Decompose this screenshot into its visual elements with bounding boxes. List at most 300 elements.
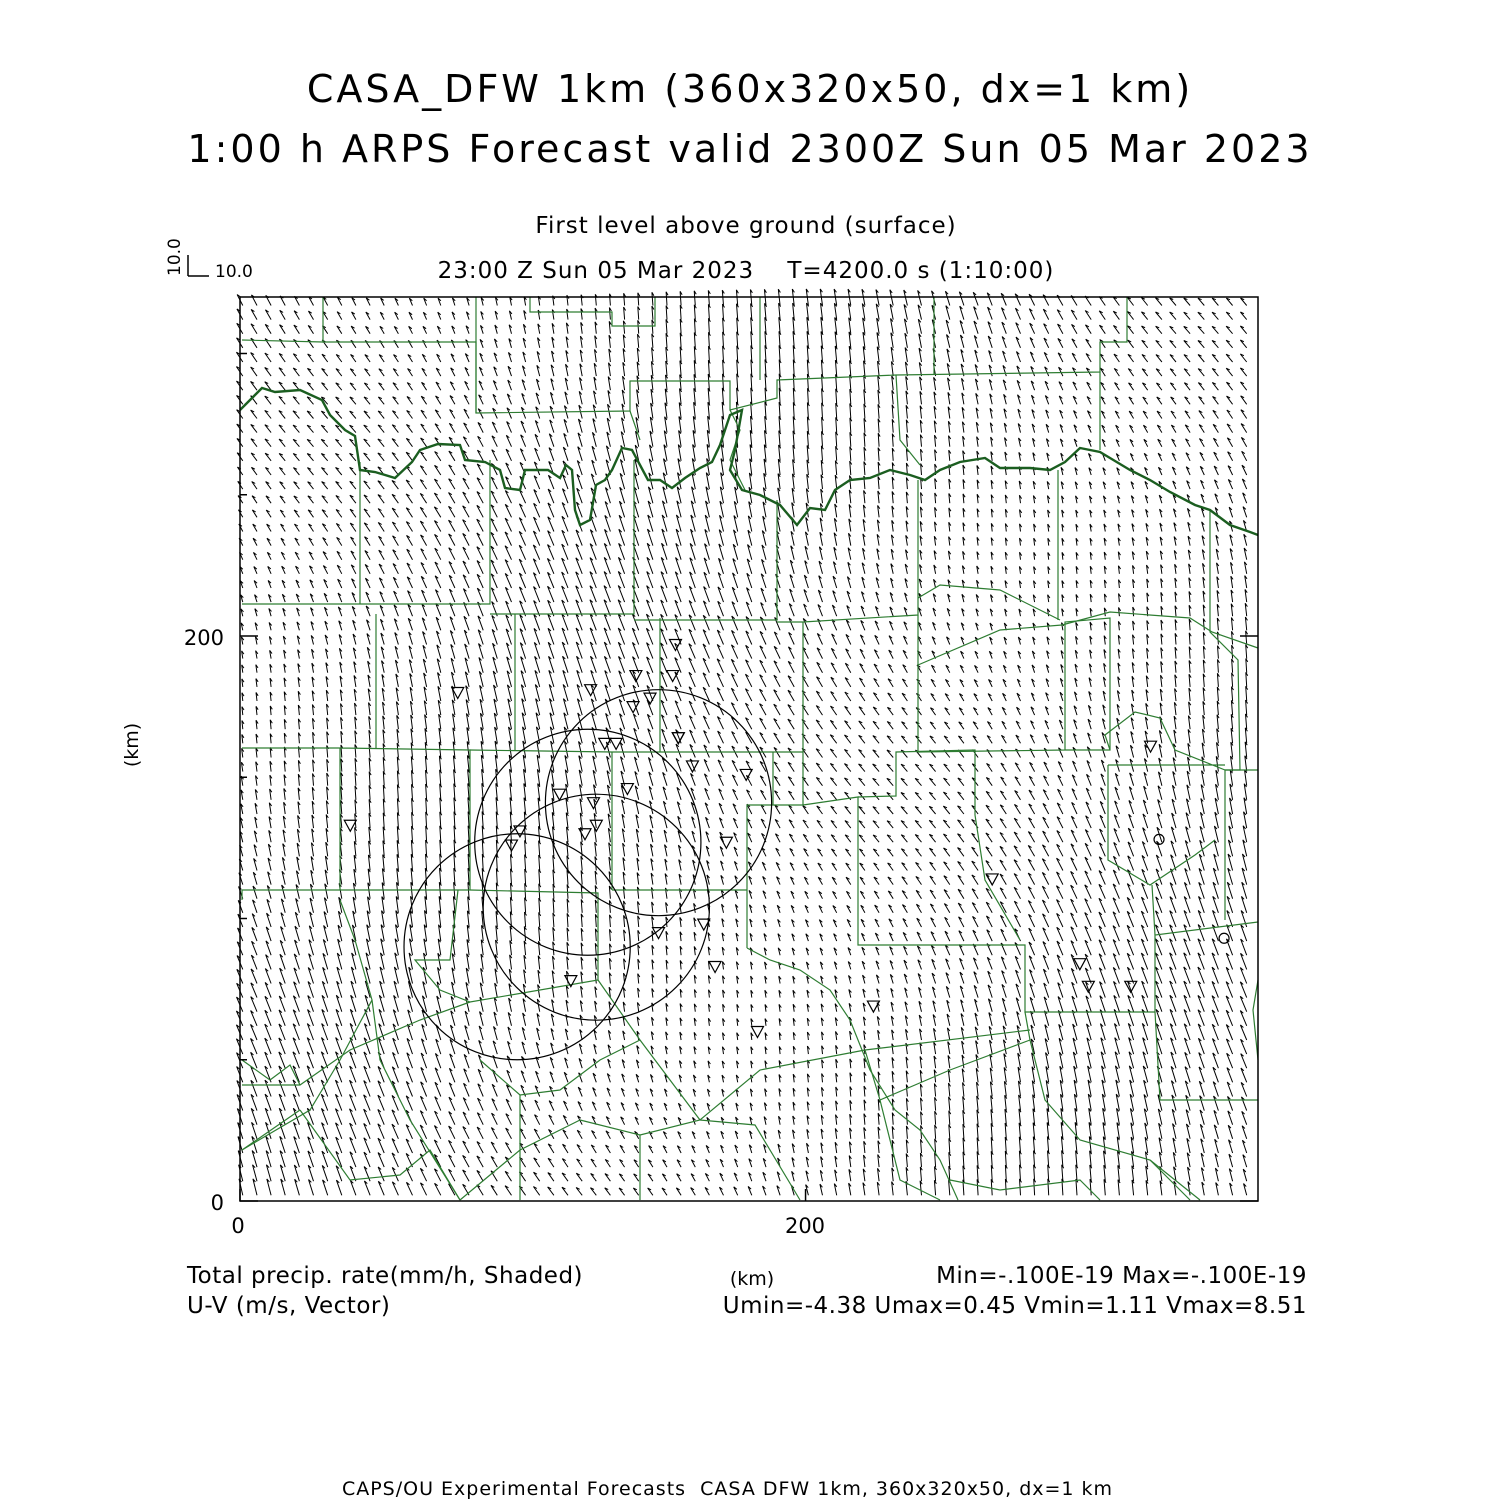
wind-vector (863, 548, 865, 560)
wind-vector (943, 834, 949, 842)
wind-vector (393, 577, 398, 588)
wind-vector (694, 388, 696, 404)
wind-vector (321, 439, 328, 446)
wind-vector (495, 727, 498, 743)
level-label: First level above ground (surface) (535, 213, 957, 239)
wind-vector (705, 544, 710, 560)
wind-vector (308, 496, 314, 503)
wind-vector (690, 558, 696, 574)
wind-vector (424, 673, 427, 687)
wind-vector (849, 1142, 851, 1153)
wind-vector (650, 445, 653, 461)
wind-vector (606, 1131, 611, 1139)
wind-vector (424, 687, 427, 701)
wind-vector (977, 509, 979, 518)
wind-vector (1186, 827, 1191, 843)
wind-vector (449, 1155, 455, 1167)
wind-vector (576, 1173, 582, 1181)
wind-vector (437, 645, 441, 659)
wind-vector (539, 826, 541, 842)
wind-vector (662, 515, 667, 532)
wind-vector (450, 1054, 455, 1068)
wind-vector (453, 714, 455, 730)
wind-vector (930, 722, 936, 729)
wind-vector (279, 1010, 285, 1026)
wind-vector (807, 976, 810, 984)
wind-vector (1143, 425, 1147, 432)
wind-vector (788, 690, 794, 701)
wind-vector (407, 411, 413, 419)
wind-vector (661, 715, 667, 730)
wind-vector (463, 1112, 469, 1125)
wind-vector (1226, 354, 1233, 362)
wind-vector (311, 622, 314, 631)
wind-vector (451, 368, 455, 376)
wind-vector (638, 916, 640, 927)
wind-vector (1242, 882, 1247, 899)
wind-vector (1145, 467, 1148, 475)
wind-vector (327, 704, 329, 715)
wind-vector (479, 367, 483, 376)
wind-vector (748, 545, 752, 560)
wind-vector (817, 677, 823, 687)
wind-vector (591, 699, 596, 715)
wind-vector (242, 665, 244, 673)
wind-vector (735, 904, 738, 912)
wind-vector (1201, 1153, 1204, 1167)
wind-vector (973, 736, 978, 744)
wind-vector (763, 502, 766, 518)
wind-vector (958, 806, 964, 814)
wind-vector (619, 543, 625, 559)
wind-vector (270, 664, 272, 673)
wind-vector (1003, 365, 1006, 376)
wind-vector (508, 699, 512, 715)
wind-vector (509, 998, 512, 1012)
wind-vector (934, 1180, 936, 1195)
wind-vector (864, 375, 866, 390)
wind-vector (378, 481, 384, 489)
wind-vector (580, 1001, 582, 1012)
wind-vector (848, 962, 851, 970)
wind-vector (807, 374, 809, 390)
wind-vector (1103, 496, 1106, 503)
wind-vector (763, 891, 766, 899)
wind-vector (566, 337, 568, 348)
wind-vector (1032, 665, 1035, 673)
wind-vector (976, 609, 979, 617)
wind-vector (1004, 637, 1007, 644)
wind-vector (1018, 665, 1021, 673)
wind-vector (437, 340, 441, 348)
wind-vector (242, 748, 244, 757)
wind-vector (313, 774, 315, 786)
wind-vector (293, 996, 299, 1012)
wind-vector (745, 674, 751, 687)
wind-vector (675, 600, 681, 616)
wind-vector (1005, 452, 1007, 461)
wind-vector (904, 946, 908, 955)
wind-vector (1127, 312, 1133, 320)
wind-vector (861, 620, 865, 630)
wind-vector (1141, 312, 1147, 320)
wind-vector (350, 425, 356, 432)
county-line (1058, 470, 1240, 920)
wind-vector (491, 1128, 497, 1139)
wind-vector (977, 465, 979, 475)
wind-vector (859, 764, 865, 772)
wind-vector (365, 355, 370, 362)
wind-vector (663, 772, 667, 785)
wind-vector (722, 1089, 725, 1096)
wind-vector (691, 515, 696, 532)
wind-vector (958, 778, 964, 786)
wind-vector (325, 635, 328, 645)
wind-vector (737, 990, 739, 998)
wind-vector (637, 1017, 639, 1026)
wind-vector (449, 506, 455, 517)
wind-vector (1005, 1137, 1007, 1153)
wind-vector (666, 306, 668, 320)
wind-vector (1156, 967, 1162, 984)
wind-vector (1214, 480, 1218, 489)
wind-vector (690, 572, 696, 588)
wind-vector (580, 378, 583, 391)
wind-vector (1031, 707, 1035, 715)
wind-vector (731, 645, 737, 659)
wind-vector (849, 519, 851, 532)
wind-vector (1062, 566, 1064, 573)
wind-vector (351, 537, 356, 546)
wind-vector (973, 722, 978, 730)
wind-vector (1099, 297, 1105, 306)
wind-vector (918, 960, 922, 970)
wind-vector (948, 421, 950, 432)
wind-vector (506, 435, 511, 446)
wind-vector (736, 962, 738, 970)
wind-vector (1184, 341, 1190, 348)
wind-vector (822, 431, 824, 446)
wind-vector (1146, 690, 1148, 702)
wind-vector (1198, 298, 1204, 305)
wind-vector (468, 769, 470, 785)
wind-vector (1175, 647, 1177, 659)
wind-vector (1000, 805, 1006, 814)
wind-vector (916, 708, 921, 716)
wind-vector (322, 1009, 328, 1025)
wind-vector (991, 466, 993, 475)
wind-vector (849, 1169, 851, 1181)
wind-vector (679, 874, 681, 885)
wind-vector (436, 603, 441, 616)
wind-vector (920, 565, 923, 574)
wind-vector (1018, 1081, 1020, 1097)
wind-vector (960, 306, 964, 320)
wind-vector (765, 402, 767, 419)
wind-vector (723, 990, 725, 998)
wind-vector (878, 1058, 880, 1068)
wind-vector (477, 1127, 483, 1139)
wind-vector (1074, 720, 1077, 730)
wind-vector (281, 1179, 286, 1195)
wind-vector (1189, 578, 1191, 588)
wind-vector (478, 616, 483, 631)
wind-vector (464, 630, 469, 644)
wind-vector (1058, 789, 1063, 800)
wind-vector (652, 306, 654, 320)
wind-vector (1019, 1137, 1021, 1153)
wind-vector (704, 572, 710, 588)
wind-vector (369, 813, 371, 828)
wind-vector (633, 685, 639, 701)
wind-vector (1226, 326, 1233, 334)
wind-vector (609, 843, 611, 857)
wind-vector (764, 459, 766, 475)
wind-vector (293, 397, 299, 405)
wind-vector (508, 352, 511, 362)
wind-vector (1142, 855, 1148, 870)
wind-vector (566, 798, 568, 814)
wind-vector (703, 658, 709, 672)
wind-vector (1048, 595, 1050, 602)
radar-coverage-rings (404, 690, 772, 1060)
wind-vector (307, 1080, 313, 1097)
wind-vector (836, 403, 838, 418)
wind-vector (821, 346, 823, 362)
wind-vector (704, 731, 710, 744)
wind-vector (821, 303, 823, 320)
wind-vector (321, 1094, 327, 1110)
wind-vector (1213, 882, 1218, 899)
wind-vector (707, 430, 709, 447)
wind-vector (1215, 494, 1219, 504)
wind-vector (666, 333, 668, 348)
wind-vector (406, 452, 412, 461)
wind-vector (279, 1052, 285, 1068)
wind-vector (335, 439, 341, 446)
wind-vector (1218, 659, 1220, 672)
wind-vector (605, 1159, 610, 1167)
wind-vector (792, 948, 795, 955)
wind-vector (1184, 925, 1190, 942)
wind-vector (778, 1130, 781, 1139)
wind-vector (679, 416, 681, 432)
wind-vector (748, 833, 752, 842)
wind-vector (294, 968, 300, 984)
wind-vector (991, 1123, 993, 1139)
wind-vector (354, 662, 356, 673)
county-line (950, 1160, 1200, 1200)
wind-vector (336, 1038, 342, 1055)
wind-vector (962, 407, 964, 418)
wind-vector (619, 699, 624, 715)
wind-vector (266, 927, 271, 941)
wind-vector (1005, 1151, 1007, 1167)
wind-vector (1173, 481, 1176, 489)
wind-vector (859, 678, 865, 687)
wind-vector (622, 390, 624, 404)
wind-vector (522, 380, 526, 391)
wind-vector (578, 419, 582, 433)
wind-vector (990, 637, 993, 644)
wind-vector (892, 1057, 894, 1068)
wind-vector (678, 445, 681, 461)
wind-vector (463, 547, 469, 560)
wind-vector (592, 432, 596, 446)
wind-vector (1170, 939, 1176, 956)
wind-vector (821, 360, 823, 376)
wind-vector (680, 932, 682, 941)
wind-vector (944, 848, 950, 856)
wind-vector (1100, 982, 1106, 998)
wind-vector (1072, 339, 1077, 348)
wind-vector (703, 644, 709, 659)
wind-vector (675, 586, 681, 602)
wind-vector (816, 720, 822, 729)
wind-vector (439, 756, 441, 772)
wind-vector (451, 672, 455, 687)
wind-vector (383, 841, 385, 857)
wind-vector (1045, 707, 1048, 716)
wind-vector (253, 524, 257, 531)
wind-vector (1034, 567, 1036, 574)
wind-vector (732, 587, 738, 602)
wind-vector (762, 531, 766, 546)
wind-vector (253, 1179, 257, 1196)
wind-vector (256, 665, 258, 673)
wind-vector (821, 331, 823, 347)
wind-vector (777, 1172, 780, 1182)
wind-vector (1118, 510, 1121, 518)
wind-vector (888, 863, 894, 871)
wind-vector (365, 369, 371, 376)
wind-vector (548, 1144, 554, 1153)
wind-vector (491, 546, 497, 560)
wind-vector (336, 1023, 342, 1040)
wind-vector (1104, 608, 1106, 616)
wind-vector (737, 1033, 739, 1040)
wind-vector (864, 433, 866, 447)
wind-vector (479, 1040, 484, 1054)
wind-vector (323, 297, 328, 306)
wind-vector (595, 958, 597, 970)
wind-vector (662, 1174, 667, 1181)
wind-vector (651, 361, 653, 376)
wind-vector (368, 689, 370, 701)
wind-vector (323, 939, 327, 955)
wind-vector (1175, 620, 1177, 631)
wind-vector (878, 361, 880, 376)
wind-vector (650, 830, 653, 843)
wind-vector (524, 798, 526, 814)
wind-vector (991, 495, 993, 504)
wind-vector (251, 983, 257, 998)
wind-vector (265, 467, 271, 475)
wind-vector (1201, 1168, 1204, 1182)
wind-vector (624, 930, 626, 941)
wind-vector (336, 510, 342, 518)
wind-vector (694, 918, 696, 927)
wind-vector (637, 1046, 640, 1055)
x-tick-label-200: 200 (784, 1214, 826, 1238)
wind-vector (705, 1187, 709, 1195)
wind-vector (307, 439, 313, 446)
wind-vector (269, 830, 271, 842)
wind-vector (449, 451, 455, 461)
wind-vector (793, 1046, 795, 1054)
wind-vector (308, 524, 313, 532)
wind-vector (493, 381, 497, 391)
wind-vector (1215, 798, 1218, 814)
wind-vector (647, 643, 653, 659)
wind-vector (749, 905, 752, 913)
wind-vector (1047, 453, 1050, 461)
wind-vector (845, 706, 851, 715)
wind-vector (1131, 731, 1134, 743)
wind-vector (505, 532, 512, 546)
wind-vector (849, 332, 851, 348)
wind-vector (921, 492, 923, 503)
wind-vector (719, 818, 723, 828)
wind-vector (945, 708, 950, 715)
wind-vector (719, 558, 724, 574)
wind-vector (1034, 538, 1036, 546)
wind-vector (481, 741, 483, 757)
wind-vector (1232, 659, 1234, 673)
wind-vector (906, 506, 908, 517)
wind-vector (930, 736, 936, 743)
wind-vector (1062, 552, 1064, 559)
wind-vector (1241, 896, 1246, 912)
wind-vector (991, 523, 993, 531)
wind-vector (905, 1016, 907, 1026)
wind-vector (804, 863, 809, 871)
wind-vector (947, 623, 950, 631)
wind-vector (510, 940, 512, 955)
wind-vector (1085, 899, 1092, 913)
wind-vector (834, 303, 836, 319)
wind-vector (821, 976, 824, 984)
wind-vector (295, 538, 300, 546)
wind-vector (765, 1004, 767, 1011)
wind-vector (352, 298, 356, 306)
wind-vector (722, 1103, 725, 1111)
wind-vector (929, 792, 935, 800)
wind-vector (651, 859, 653, 871)
wind-vector (1014, 804, 1020, 814)
wind-vector (947, 349, 950, 362)
wind-vector (718, 601, 724, 616)
wind-vector (1044, 1011, 1048, 1026)
wind-vector (863, 1169, 865, 1181)
wind-vector (731, 688, 737, 701)
wind-vector (383, 771, 385, 786)
wind-vector (1227, 1053, 1233, 1068)
wind-vector (352, 312, 356, 320)
wind-vector (1241, 1054, 1247, 1069)
wind-vector (830, 720, 836, 729)
wind-vector (878, 1044, 880, 1054)
wind-vector (1229, 1169, 1232, 1182)
wind-vector (549, 1101, 554, 1111)
wind-vector (294, 496, 300, 503)
wind-vector (638, 334, 640, 348)
wind-vector (1090, 552, 1092, 560)
wind-vector (492, 422, 497, 433)
wind-vector (492, 450, 498, 461)
wind-vector (406, 522, 412, 532)
wind-vector (494, 685, 498, 701)
